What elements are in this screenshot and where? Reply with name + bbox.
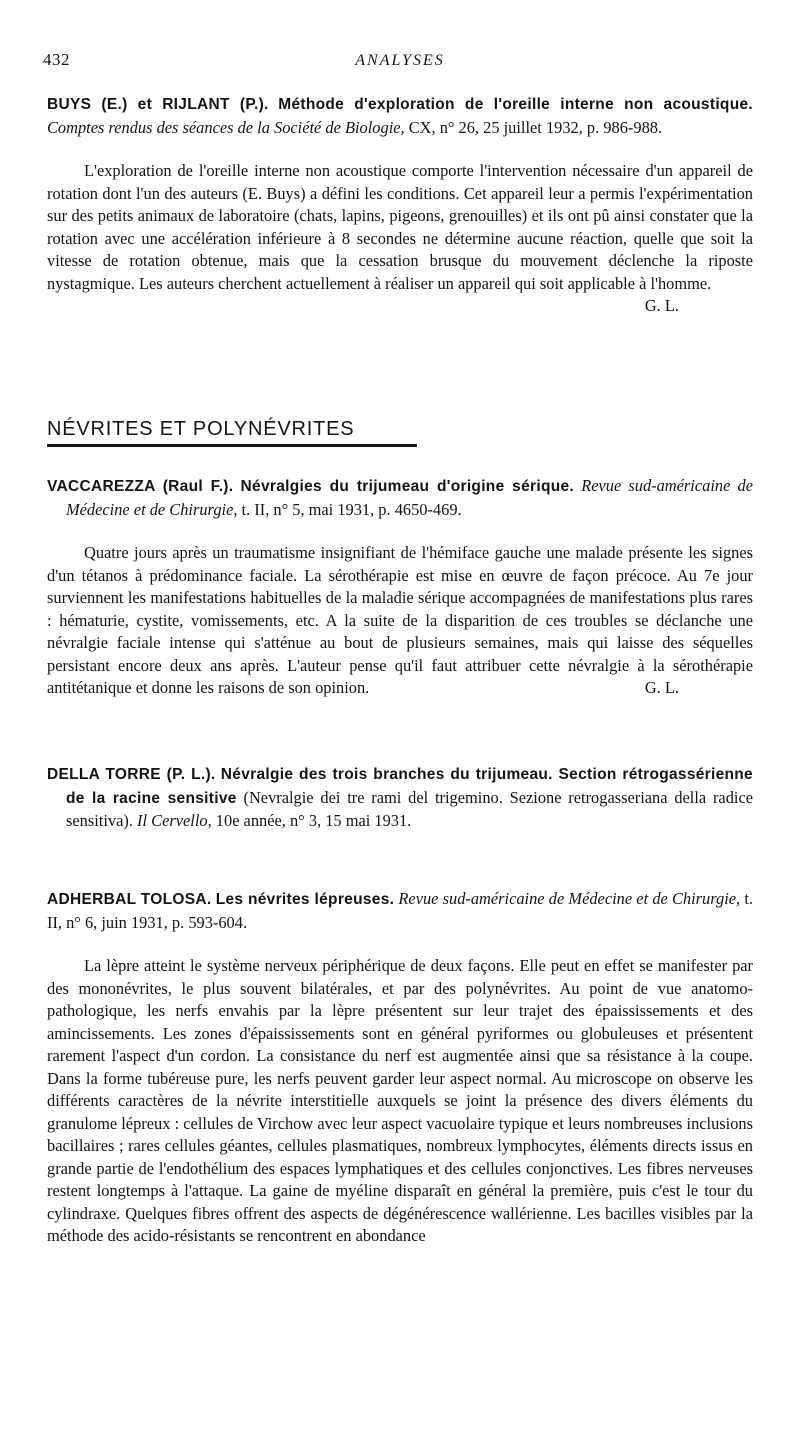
page-number: 432 — [43, 50, 70, 69]
citation — [47, 475, 753, 521]
abstract-text: Quatre jours après un traumatisme insignifiant de l'hémiface gauche une malade présente les signes d'un tétanos à prédominance faciale. La sérothérapie est mise en œuvre de façon précoce. Au 7e jour surviennent les manifestations habituelles de la maladie sérique accompagnées de manifestations plus rares : hématurie, cystite, vomissements, etc. A la suite de la disparition de ces troubles se déclanche une névralgie faciale intense qui s'atténue au bout de plusieurs semaines, mais qui laisse des séquelles persistant encore deux ans après. L'auteur pense qu'il faut attribuer cette névralgie à la sérothérapie antitétanique et donne les raisons de son opinion. — [47, 543, 753, 697]
abstract-text: La lèpre atteint le système nerveux périphérique de deux façons. Elle peut en effet se manifester par des mononévrites, le plus souvent bilatérales, et par des polynévrites. Au point de vue anatomo-pathologique, les nerfs envahis par la lèpre présentent sur leur trajet des épaississements et des amincissements. Les zones d'épaississements sont en général pyriformes ou globuleuses et présentent rarement l'aspect d'un cordon. La consistance du nerf est augmentée ainsi que sa résistance à la coupe. Dans la forme tubéreuse pure, les nerfs peuvent garder leur aspect normal. Au microscope on observe les différents caractères de la névrite interstitielle auxquels se joint la présence des divers éléments du granulome lépreux : cellules de Virchow avec leur aspect vacuolaire typique et leurs nombreuses inclusions bacillaires ; rares cellules géantes, cellules plasmatiques, nombreux lymphocytes, éléments directs issus en grande partie de l'endothélium des espaces lymphatiques et des cellules conjonctives. Les fibres nerveuses restent longtemps à l'attaque. La gaine de myéline disparaît en général la première, puis c'est le tour du cylindraxe. Quelques fibres offrent des aspects de dégénérescence wallérienne. Les bacilles visibles par la méthode des acido-résistants se rencontrent en abondance — [47, 956, 753, 1245]
abstract-buys — [47, 93, 753, 318]
article-authors: DELLA TORRE (P. L.). — [47, 766, 216, 783]
article-title: Méthode d'exploration de l'oreille interne non acoustique. — [278, 96, 753, 113]
abstract-vaccarezza — [47, 475, 753, 700]
article-title: Névralgies du trijumeau d'origine sérique. — [240, 478, 575, 495]
article-authors: BUYS (E.) et RIJLANT (P.). — [47, 96, 269, 113]
citation — [47, 888, 753, 934]
citation — [47, 93, 753, 139]
reference-details: CX, n° 26, 25 juillet 1932, p. 986-988. — [408, 117, 663, 137]
article-authors: VACCAREZZA (Raul F.). — [47, 478, 234, 495]
journal-name: Comptes rendus des séances de la Société de Biologie, — [47, 117, 405, 137]
abstract-body — [47, 542, 753, 700]
running-title: ANALYSES — [355, 52, 445, 69]
abstract-body — [47, 955, 753, 1248]
abstract-adherbal-tolosa — [47, 888, 753, 1248]
journal-name: Revue sud-américaine de Médecine et de Chirurgie, — [398, 889, 741, 908]
section-rule — [47, 444, 417, 447]
reference-details: 10e année, n° 3, 15 mai 1931. — [215, 811, 412, 830]
journal-name: Il Cervello, — [137, 811, 212, 830]
article-authors: ADHERBAL TOLOSA. — [47, 891, 212, 908]
citation — [47, 763, 753, 833]
reference-prefix: (Nevralgie dei tre rami del trigemino. Sezione retrogasseriana della radice sensitiva). — [66, 787, 754, 830]
signature: G. L. — [644, 678, 679, 697]
article-title: Les névrites lépreuses. — [215, 891, 395, 908]
abstract-body — [47, 160, 753, 315]
abstract-text: L'exploration de l'oreille interne non acoustique comporte l'intervention nécessaire d'un appareil de rotation dont l'un des auteurs (E. Buys) a défini les conditions. Cet appareil leur a permis l'expérimentation sur des petits animaux de laboratoire (chats, lapins, pigeons, grenouilles) et ils ont pû ainsi constater que la rotation avec une accélération inférieure à 8 secondes ne détermine aucune réaction, quelle que soit la vitesse de rotation obtenue, mais que la cessation brusque du mouvement déclenche la riposte nystagmique. Les auteurs cherchent actuellement à réaliser un appareil qui soit applicable à l'homme. — [47, 161, 753, 293]
reference-details: t. II, n° 6, juin 1931, p. 593-604. — [47, 889, 753, 932]
section-heading: NÉVRITES ET POLYNÉVRITES — [47, 418, 355, 440]
journal-name: Revue sud-américaine de Médecine et de Chirurgie, — [66, 476, 753, 519]
article-title: Névralgie des trois branches du trijumeau. Section rétrogassérienne de la racine sensitive — [66, 766, 753, 807]
abstract-della-torre — [47, 763, 753, 854]
signature: G. L. — [644, 296, 679, 315]
reference-details: t. II, n° 5, mai 1931, p. 4650-469. — [241, 499, 462, 519]
